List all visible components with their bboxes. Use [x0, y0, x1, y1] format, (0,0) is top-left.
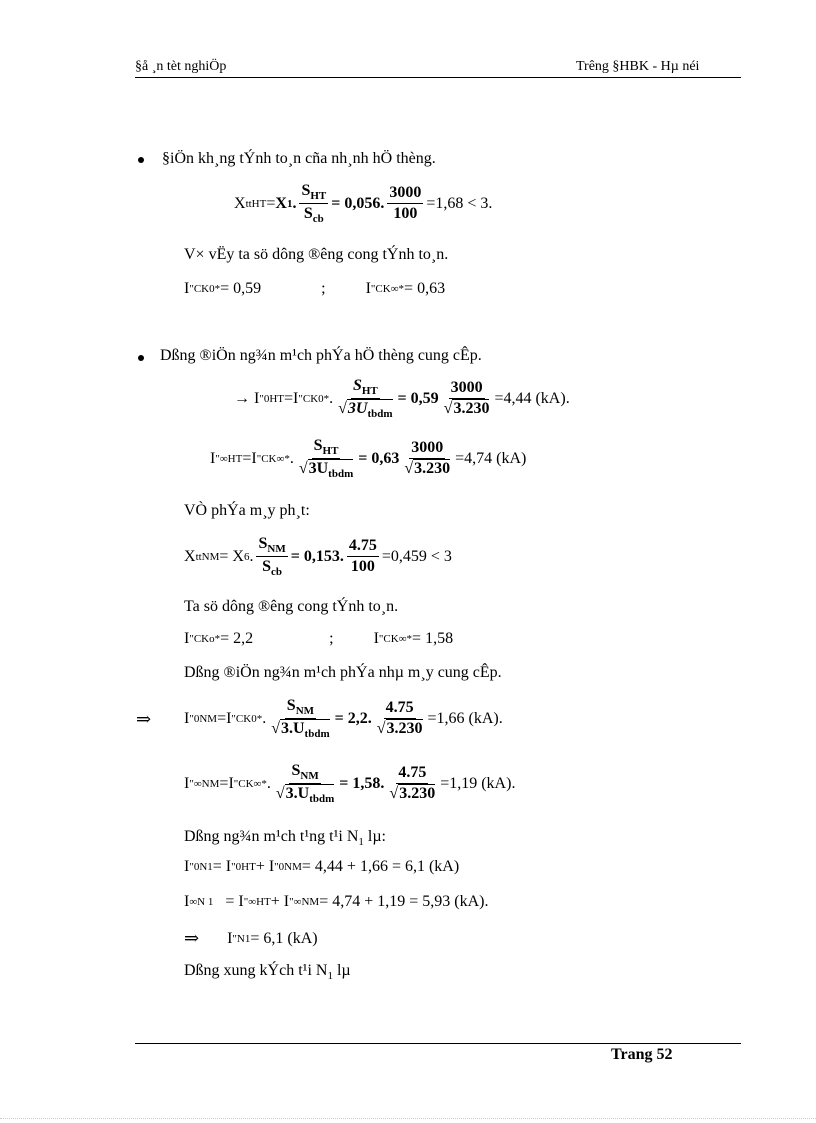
equation-ick-nm: I " CKo* = 2,2 ; I " CK∞* = 1,58 [184, 630, 454, 647]
equation-result: ⇒ I " N1 = 6,1 (kA) [184, 928, 318, 948]
bullet-text-1: §iÖn kh¸ng tÝnh to¸n cña nh¸nh hÖ thèng. [162, 150, 436, 167]
equation-i0-ht: → I " 0HT = I " CK0* . $\frac{S_{HT}}{√3U_{tbdm}}$ = 0,59 $\frac{3000}{√3.230}$ =4,44 (kA). [234, 377, 570, 421]
footer-rule [135, 1043, 741, 1044]
equation-sum-0n1: I " 0N1 = I " 0HT + I " 0NM = 4,44 + 1,66 = 6,1 (kA) [184, 858, 460, 875]
text-line: VÒ phÝa m¸y ph¸t: [184, 502, 310, 519]
bullet-icon [138, 157, 144, 163]
header-rule [135, 77, 741, 78]
equation-ick-ht: I " CK0* = 0,59 ; I " CK∞* = 0,63 [184, 280, 446, 297]
header-right: Trêng §HBK - Hµ néi [576, 59, 700, 74]
equation-iinf-ht: I " ∞HT = I " CK∞* . $\frac{S_{HT}}{√3U_{tbdm}}$ = 0,63 $\frac{3000}{√3.230}$ =4,74 (kA) [210, 437, 527, 481]
implies-icon: ⇒ [136, 709, 152, 729]
implies-icon: ⇒ [184, 928, 200, 948]
text-line: V× vËy ta sö dông ®êng cong tÝnh to¸n. [184, 246, 449, 263]
page-edge [0, 1118, 816, 1119]
text-line: Ta sö dông ®êng cong tÝnh to¸n. [184, 598, 399, 615]
equation-sum-inf-n1: I ∞N 1 = I " ∞HT + I " ∞NM = 4,74 + 1,19 = 5,93 (kA). [184, 893, 489, 910]
equation-iinf-nm: I " ∞NM = I " CK∞* . $\frac{S_{NM}}{√3.U_{tbdm}}$ = 1,58. $\frac{4.75}{√3.230}$ =1,19 (kA). [184, 762, 516, 806]
equation-i0-nm: I " 0NM = I " CK0* . $\frac{S_{NM}}{√3.U_{tbdm}}$ = 2,2. $\frac{4.75}{√3.230}$ =1,66 (kA). [184, 697, 503, 741]
text-line: Dßng ng¾n m¹ch t¹ng t¹i $N_1$ lµ: [184, 828, 386, 849]
header-left: §å ¸n tèt nghiÖp [135, 59, 227, 74]
equation-xtt-ht: X ttHT = X 1 . $\frac{S_{HT}}{S_{cb}}$ = 0,056. $\frac{3000}{100}$ =1,68 < 3. [234, 182, 493, 226]
bullet-icon [138, 355, 144, 361]
text-line: Dßng ®iÖn ng¾n m¹ch phÝa nhµ m¸y cung cÊp. [184, 664, 502, 681]
equation-xtt-nm: X ttNM = X 6 . $\frac{S_{NM}}{S_{cb}}$ = 0,153. $\frac{4.75}{100}$ =0,459 < 3 [184, 535, 452, 579]
text-line: Dßng xung kÝch t¹i $N_1$ lµ [184, 962, 351, 983]
page-number: Trang 52 [611, 1046, 673, 1063]
bullet-text-2: Dßng ®iÖn ng¾n m¹ch phÝa hÖ thèng cung cÊp. [160, 347, 482, 364]
